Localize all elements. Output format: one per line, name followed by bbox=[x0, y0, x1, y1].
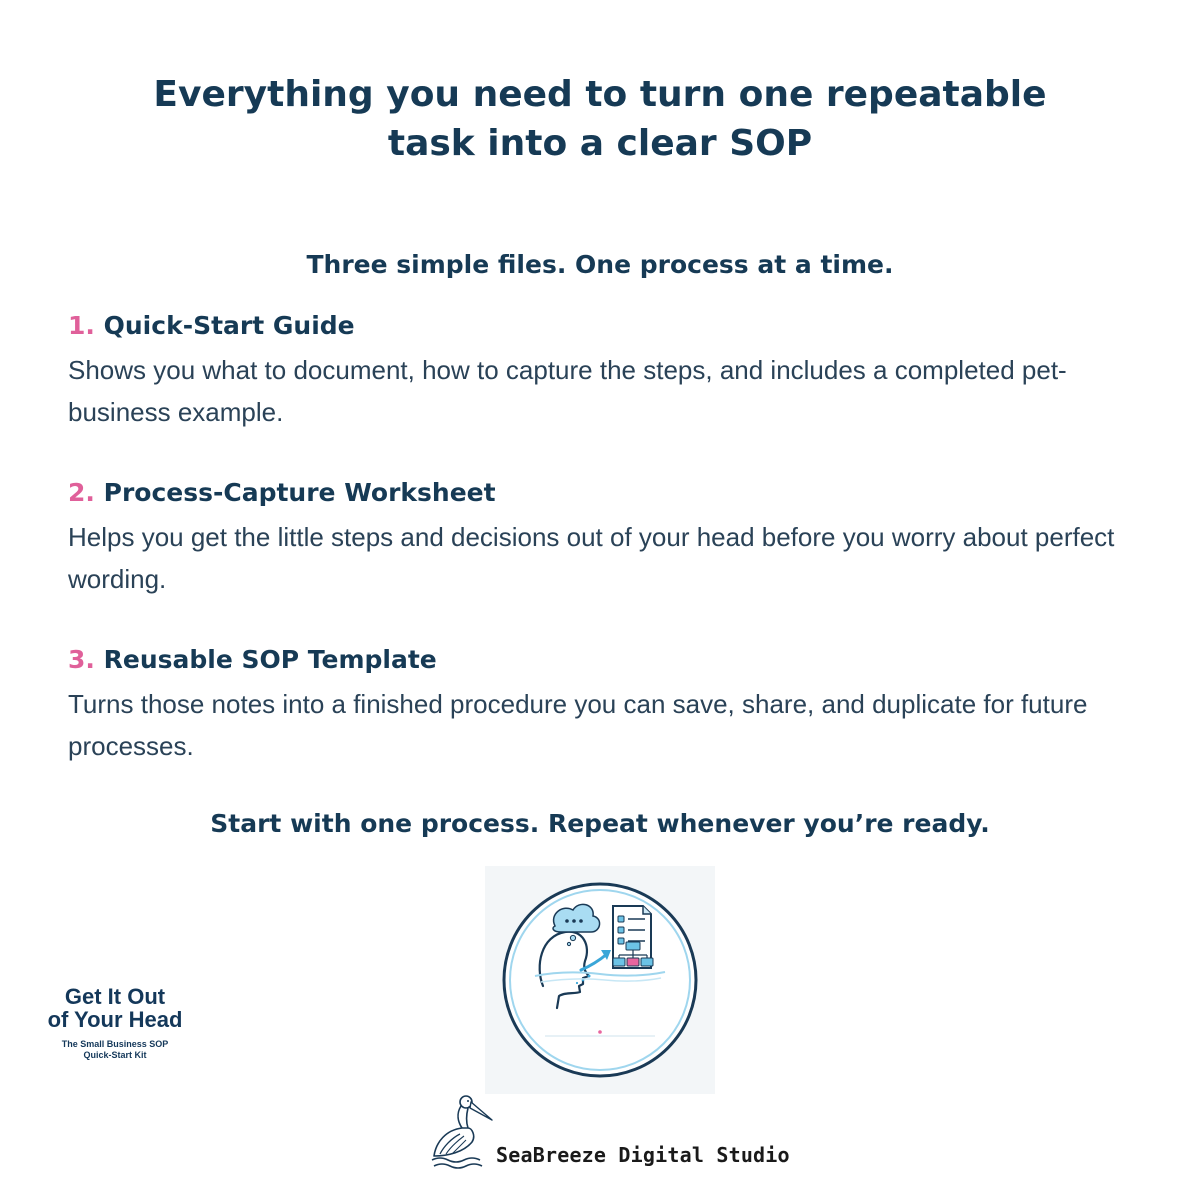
list-item-number: 3. bbox=[68, 645, 95, 674]
list-item-quick-start-guide bbox=[68, 309, 1148, 433]
list-item-description: Helps you get the little steps and decisions out of your head before you worry about perfect wording. bbox=[68, 522, 1115, 594]
badge-title-line-2: of Your Head bbox=[47, 1007, 183, 1032]
list-item-description: Turns those notes into a finished procedure you can save, share, and duplicate for future processes. bbox=[68, 689, 1088, 761]
list-item-title: Quick-Start Guide bbox=[103, 311, 355, 340]
page-title bbox=[100, 70, 1100, 168]
list-item-title: Process-Capture Worksheet bbox=[103, 478, 496, 507]
product-badge bbox=[485, 866, 715, 1094]
page-title-line-2: task into a clear SOP bbox=[387, 123, 813, 164]
list-item-process-capture-worksheet bbox=[68, 476, 1148, 600]
badge-subtitle-line-1: The Small Business SOP bbox=[61, 1039, 169, 1049]
badge-title-line-1: Get It Out bbox=[64, 984, 166, 1009]
list-item-description: Shows you what to document, how to capture the steps, and includes a completed pet-business example. bbox=[68, 355, 1067, 427]
pelican-logo-icon bbox=[426, 1090, 496, 1172]
badge-subtitle-line-2: Quick-Start Kit bbox=[83, 1050, 147, 1060]
page-title-line-1: Everything you need to turn one repeatable bbox=[153, 74, 1047, 115]
list-item-number: 2. bbox=[68, 478, 95, 507]
list-item-heading bbox=[68, 476, 1148, 510]
list-item-heading bbox=[68, 643, 1148, 677]
list-item-heading bbox=[68, 309, 1148, 343]
closing-statement: Start with one process. Repeat whenever you’re ready. bbox=[210, 809, 990, 838]
list-item-title: Reusable SOP Template bbox=[103, 645, 437, 674]
badge-artwork-icon bbox=[485, 866, 715, 1094]
list-item-number: 1. bbox=[68, 311, 95, 340]
page-subtitle: Three simple files. One process at a time. bbox=[306, 250, 894, 279]
list-item-reusable-sop-template bbox=[68, 643, 1148, 767]
brand-name: SeaBreeze Digital Studio bbox=[496, 1143, 790, 1167]
